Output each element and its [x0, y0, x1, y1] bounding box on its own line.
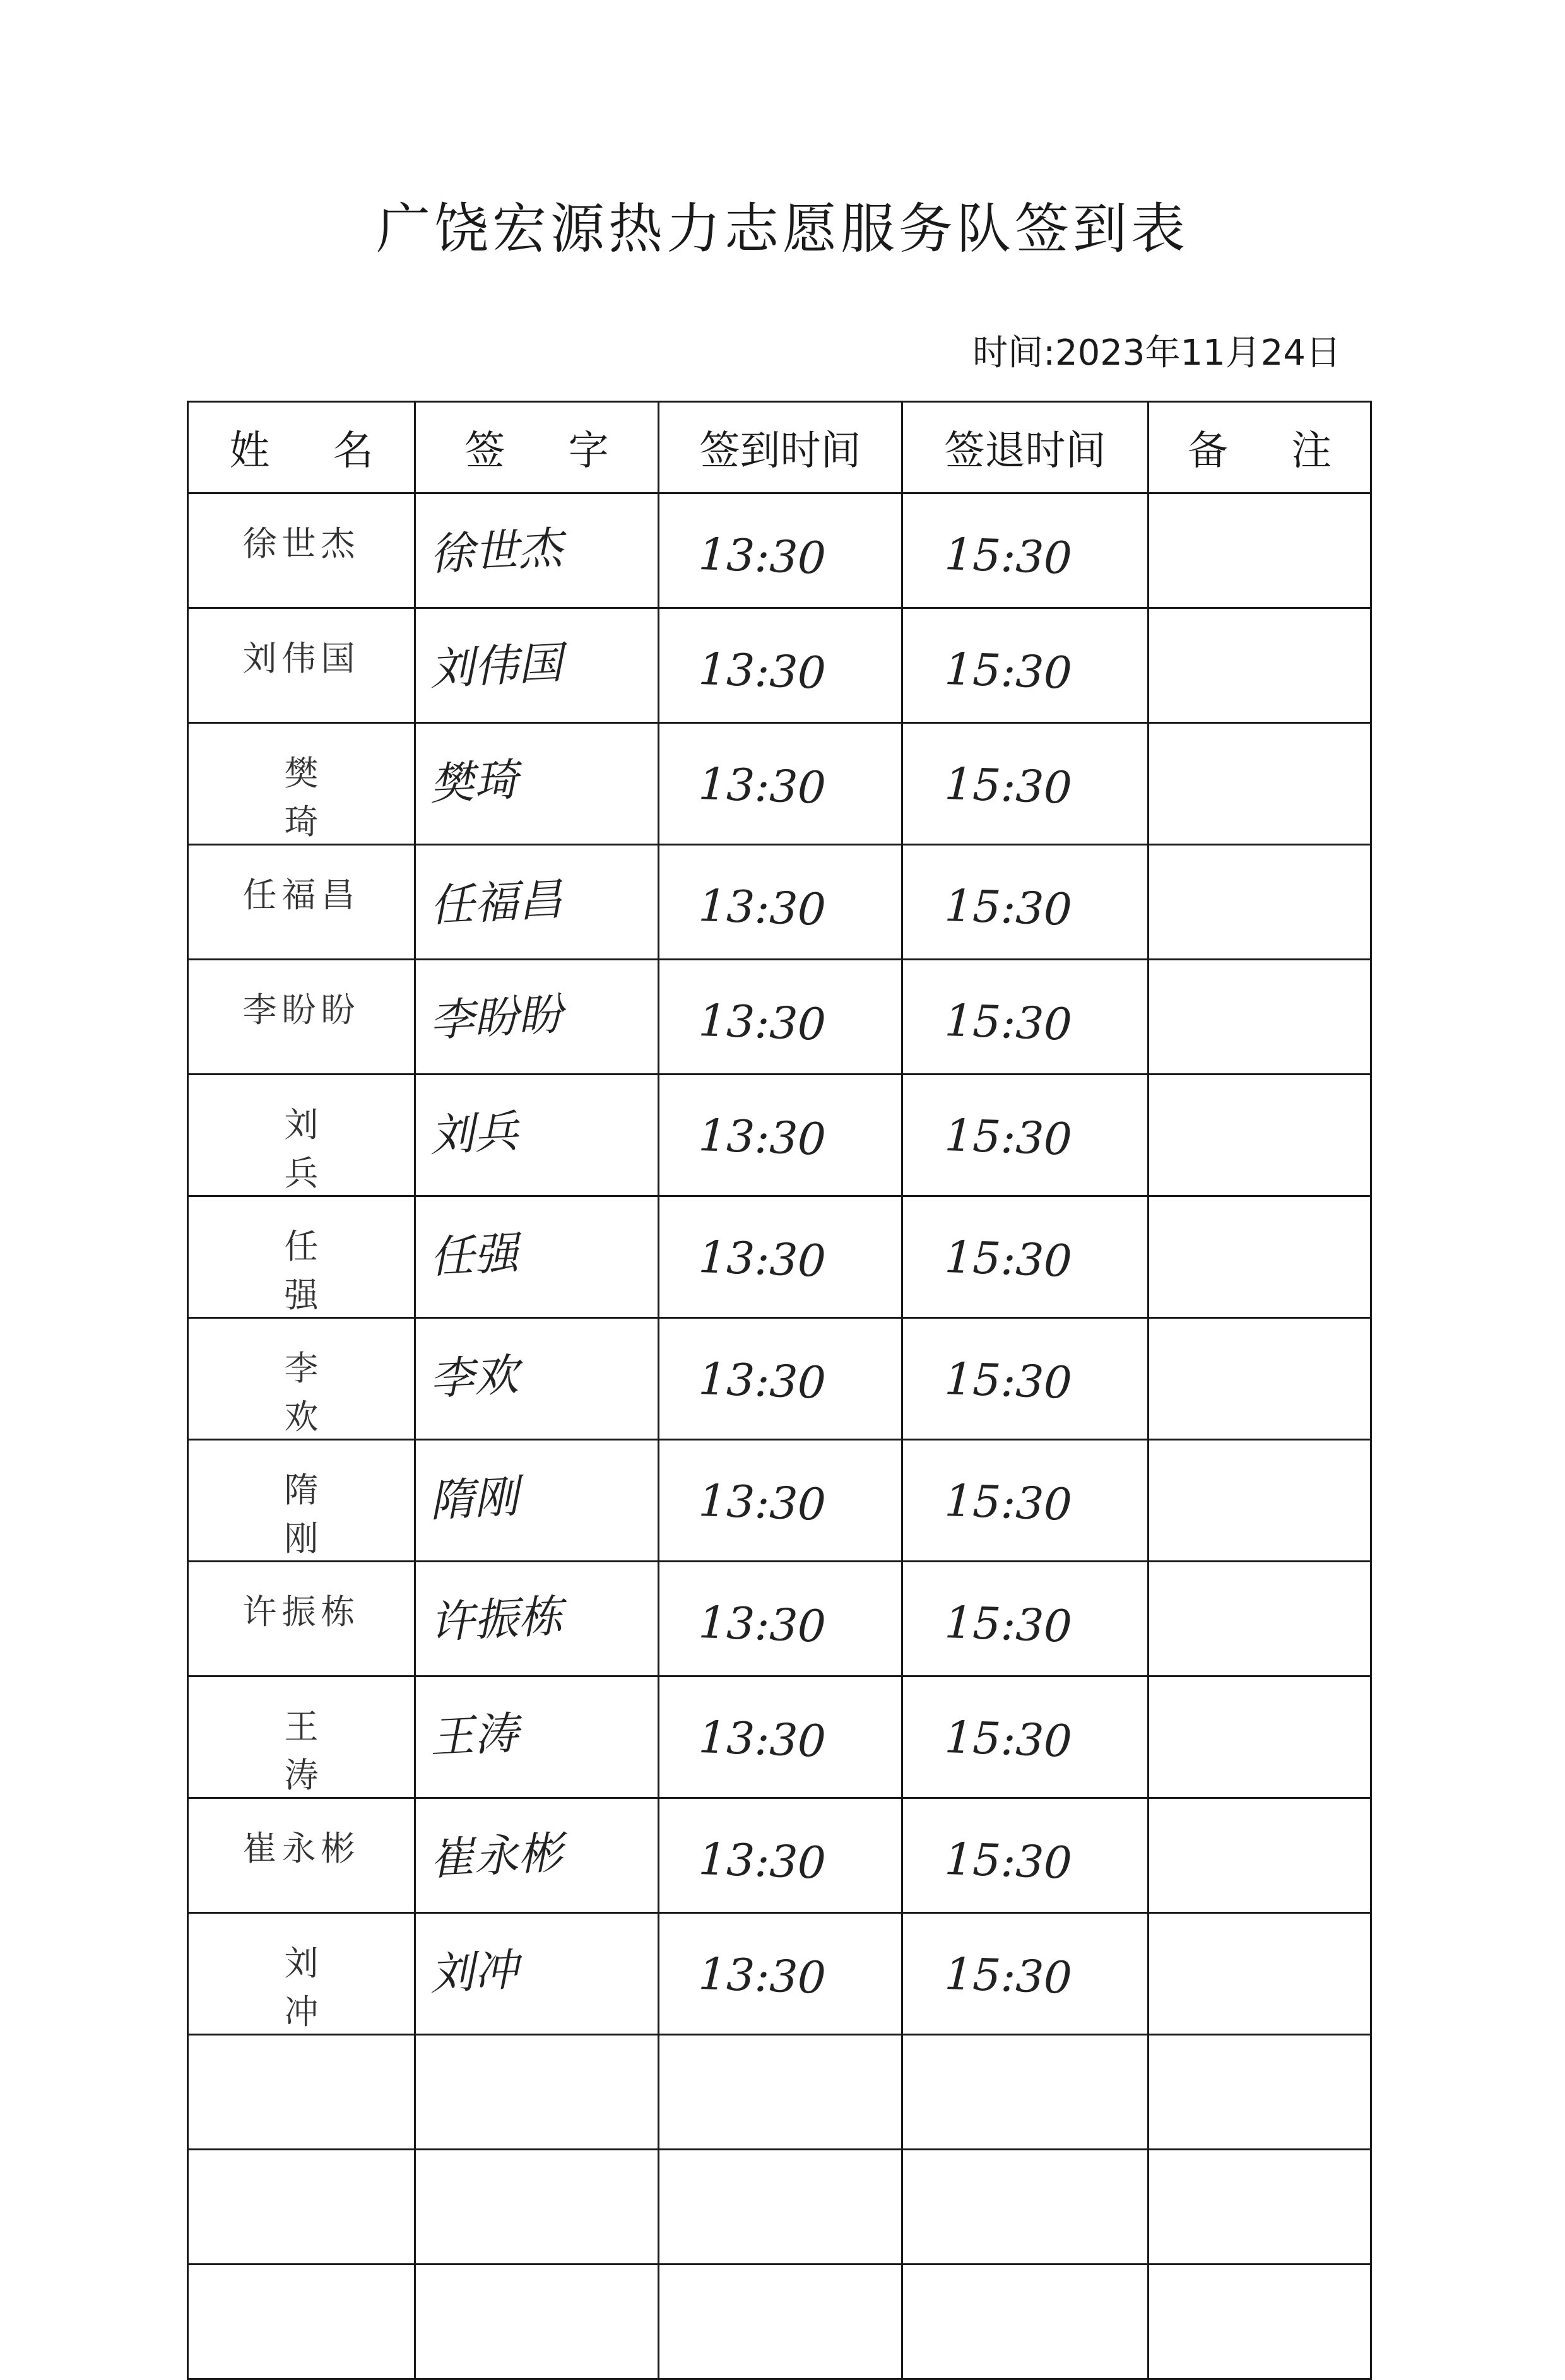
- table-row: [188, 2150, 1371, 2265]
- checkin-time-handwriting: 13:30: [697, 1948, 827, 2005]
- signature-handwriting: 刘伟国: [428, 637, 564, 695]
- checkout-time-cell: [902, 1798, 1149, 1913]
- checkout-time-cell: [902, 1075, 1149, 1196]
- note-cell: [1149, 1440, 1371, 1562]
- table-row: [188, 960, 1371, 1075]
- header-note: 备 注: [1149, 402, 1371, 493]
- checkout-time-handwriting: 15:30: [943, 528, 1073, 585]
- name-cell: [188, 2035, 415, 2150]
- document-title: 广饶宏源热力志愿服务队签到表: [376, 197, 1189, 261]
- checkout-time-cell: [902, 845, 1149, 960]
- table-row: [188, 493, 1371, 608]
- checkin-time-cell: [659, 1196, 902, 1318]
- signature-cell: [415, 845, 659, 960]
- checkout-time-handwriting: 15:30: [943, 1948, 1073, 2005]
- table-row: [188, 1562, 1371, 1676]
- table-row: [188, 1440, 1371, 1562]
- checkin-time-handwriting: 13:30: [697, 1475, 827, 1531]
- name-cell: 隋 刚: [188, 1440, 415, 1562]
- checkin-time-handwriting: 13:30: [697, 880, 827, 936]
- name-cell: 刘伟国: [188, 608, 415, 723]
- signin-table: [187, 401, 1372, 2380]
- checkout-time-handwriting: 15:30: [943, 1231, 1073, 1288]
- checkin-time-cell: [659, 2265, 902, 2379]
- checkout-time-cell: [902, 2265, 1149, 2379]
- checkout-time-handwriting: 15:30: [943, 1833, 1073, 1890]
- signature-handwriting: 李欢: [428, 1348, 520, 1405]
- checkout-time-cell: [902, 2035, 1149, 2150]
- name-cell: 刘 兵: [188, 1075, 415, 1196]
- checkin-time-cell: [659, 2150, 902, 2265]
- checkout-time-cell: [902, 1196, 1149, 1318]
- signature-cell: [415, 2035, 659, 2150]
- checkout-time-cell: [902, 1318, 1149, 1440]
- checkout-time-cell: [902, 960, 1149, 1075]
- note-cell: [1149, 1318, 1371, 1440]
- signature-cell: [415, 1798, 659, 1913]
- note-cell: [1149, 1562, 1371, 1676]
- checkout-time-handwriting: 15:30: [943, 1109, 1073, 1166]
- header-name: 姓 名: [188, 402, 415, 493]
- table-row: [188, 845, 1371, 960]
- document-date: 时间:2023年11月24日: [972, 333, 1341, 374]
- checkin-time-handwriting: 13:30: [697, 994, 827, 1051]
- note-cell: [1149, 1913, 1371, 2035]
- table-row: [188, 1913, 1371, 2035]
- name-cell: [188, 2265, 415, 2379]
- checkin-time-handwriting: 13:30: [697, 643, 827, 700]
- checkout-time-handwriting: 15:30: [943, 1711, 1073, 1768]
- signature-handwriting: 任强: [428, 1227, 520, 1283]
- signature-cell: [415, 1196, 659, 1318]
- signature-handwriting: 任福昌: [428, 873, 564, 932]
- table-row: [188, 608, 1371, 723]
- checkout-time-cell: [902, 1676, 1149, 1798]
- checkin-time-cell: [659, 1318, 902, 1440]
- note-cell: [1149, 1798, 1371, 1913]
- checkin-time-handwriting: 13:30: [697, 1833, 827, 1890]
- checkin-time-cell: [659, 1440, 902, 1562]
- signature-cell: [415, 608, 659, 723]
- checkin-time-handwriting: 13:30: [697, 1711, 827, 1768]
- checkout-time-cell: [902, 493, 1149, 608]
- signature-handwriting: 王涛: [428, 1707, 520, 1764]
- checkin-time-cell: [659, 1913, 902, 2035]
- name-cell: 李盼盼: [188, 960, 415, 1075]
- signature-handwriting: 李盼盼: [428, 988, 564, 1047]
- note-cell: [1149, 608, 1371, 723]
- signature-cell: [415, 723, 659, 845]
- header-checkin: 签到时间: [659, 402, 902, 493]
- checkout-time-cell: [902, 2150, 1149, 2265]
- note-cell: [1149, 845, 1371, 960]
- name-cell: 任福昌: [188, 845, 415, 960]
- note-cell: [1149, 2150, 1371, 2265]
- name-cell: 刘 冲: [188, 1913, 415, 2035]
- checkout-time-handwriting: 15:30: [943, 643, 1073, 700]
- note-cell: [1149, 2035, 1371, 2150]
- signature-handwriting: 刘冲: [428, 1943, 520, 2000]
- checkin-time-handwriting: 13:30: [697, 1231, 827, 1288]
- checkout-time-handwriting: 15:30: [943, 1475, 1073, 1531]
- table-row: [188, 1318, 1371, 1440]
- table-row: [188, 2265, 1371, 2379]
- checkin-time-cell: [659, 723, 902, 845]
- header-signature: 签 字: [415, 402, 659, 493]
- signature-cell: [415, 1440, 659, 1562]
- note-cell: [1149, 1676, 1371, 1798]
- checkout-time-handwriting: 15:30: [943, 1596, 1073, 1653]
- signature-cell: [415, 493, 659, 608]
- checkout-time-cell: [902, 608, 1149, 723]
- checkin-time-cell: [659, 1075, 902, 1196]
- signature-handwriting: 刘兵: [428, 1105, 520, 1162]
- checkin-time-cell: [659, 608, 902, 723]
- signature-handwriting: 徐世杰: [428, 522, 564, 580]
- table-row: [188, 1075, 1371, 1196]
- table-row: [188, 2035, 1371, 2150]
- note-cell: [1149, 723, 1371, 845]
- signature-handwriting: 崔永彬: [428, 1827, 564, 1885]
- signature-handwriting: 隋刚: [428, 1470, 520, 1527]
- checkin-time-cell: [659, 1562, 902, 1676]
- signature-cell: [415, 1075, 659, 1196]
- checkout-time-cell: [902, 1562, 1149, 1676]
- signature-cell: [415, 1562, 659, 1676]
- checkin-time-cell: [659, 1676, 902, 1798]
- table-row: [188, 1676, 1371, 1798]
- signature-cell: [415, 960, 659, 1075]
- checkin-time-handwriting: 13:30: [697, 1596, 827, 1653]
- table-header-row: [188, 402, 1371, 493]
- table-row: [188, 723, 1371, 845]
- table-row: [188, 1798, 1371, 1913]
- name-cell: 徐世杰: [188, 493, 415, 608]
- name-cell: 樊 琦: [188, 723, 415, 845]
- checkin-time-handwriting: 13:30: [697, 1109, 827, 1166]
- name-cell: [188, 2150, 415, 2265]
- signature-handwriting: 许振栋: [428, 1590, 564, 1649]
- checkout-time-cell: [902, 723, 1149, 845]
- header-checkout: 签退时间: [902, 402, 1149, 493]
- signature-cell: [415, 1913, 659, 2035]
- checkin-time-handwriting: 13:30: [697, 758, 827, 815]
- name-cell: 王 涛: [188, 1676, 415, 1798]
- checkout-time-handwriting: 15:30: [943, 1353, 1073, 1410]
- checkin-time-cell: [659, 2035, 902, 2150]
- checkin-time-cell: [659, 1798, 902, 1913]
- checkout-time-cell: [902, 1913, 1149, 2035]
- name-cell: 李 欢: [188, 1318, 415, 1440]
- checkin-time-cell: [659, 960, 902, 1075]
- checkout-time-handwriting: 15:30: [943, 758, 1073, 815]
- table-row: [188, 1196, 1371, 1318]
- table-body: [188, 493, 1371, 2379]
- checkout-time-handwriting: 15:30: [943, 994, 1073, 1051]
- signature-handwriting: 樊琦: [428, 753, 520, 810]
- checkin-time-handwriting: 13:30: [697, 528, 827, 585]
- checkin-time-handwriting: 13:30: [697, 1353, 827, 1410]
- name-cell: 崔永彬: [188, 1798, 415, 1913]
- note-cell: [1149, 2265, 1371, 2379]
- note-cell: [1149, 1196, 1371, 1318]
- note-cell: [1149, 960, 1371, 1075]
- note-cell: [1149, 493, 1371, 608]
- checkout-time-handwriting: 15:30: [943, 880, 1073, 936]
- checkin-time-cell: [659, 493, 902, 608]
- name-cell: 任 强: [188, 1196, 415, 1318]
- signature-cell: [415, 1318, 659, 1440]
- name-cell: 许振栋: [188, 1562, 415, 1676]
- checkin-time-cell: [659, 845, 902, 960]
- signature-cell: [415, 2265, 659, 2379]
- note-cell: [1149, 1075, 1371, 1196]
- signature-cell: [415, 1676, 659, 1798]
- signature-cell: [415, 2150, 659, 2265]
- checkout-time-cell: [902, 1440, 1149, 1562]
